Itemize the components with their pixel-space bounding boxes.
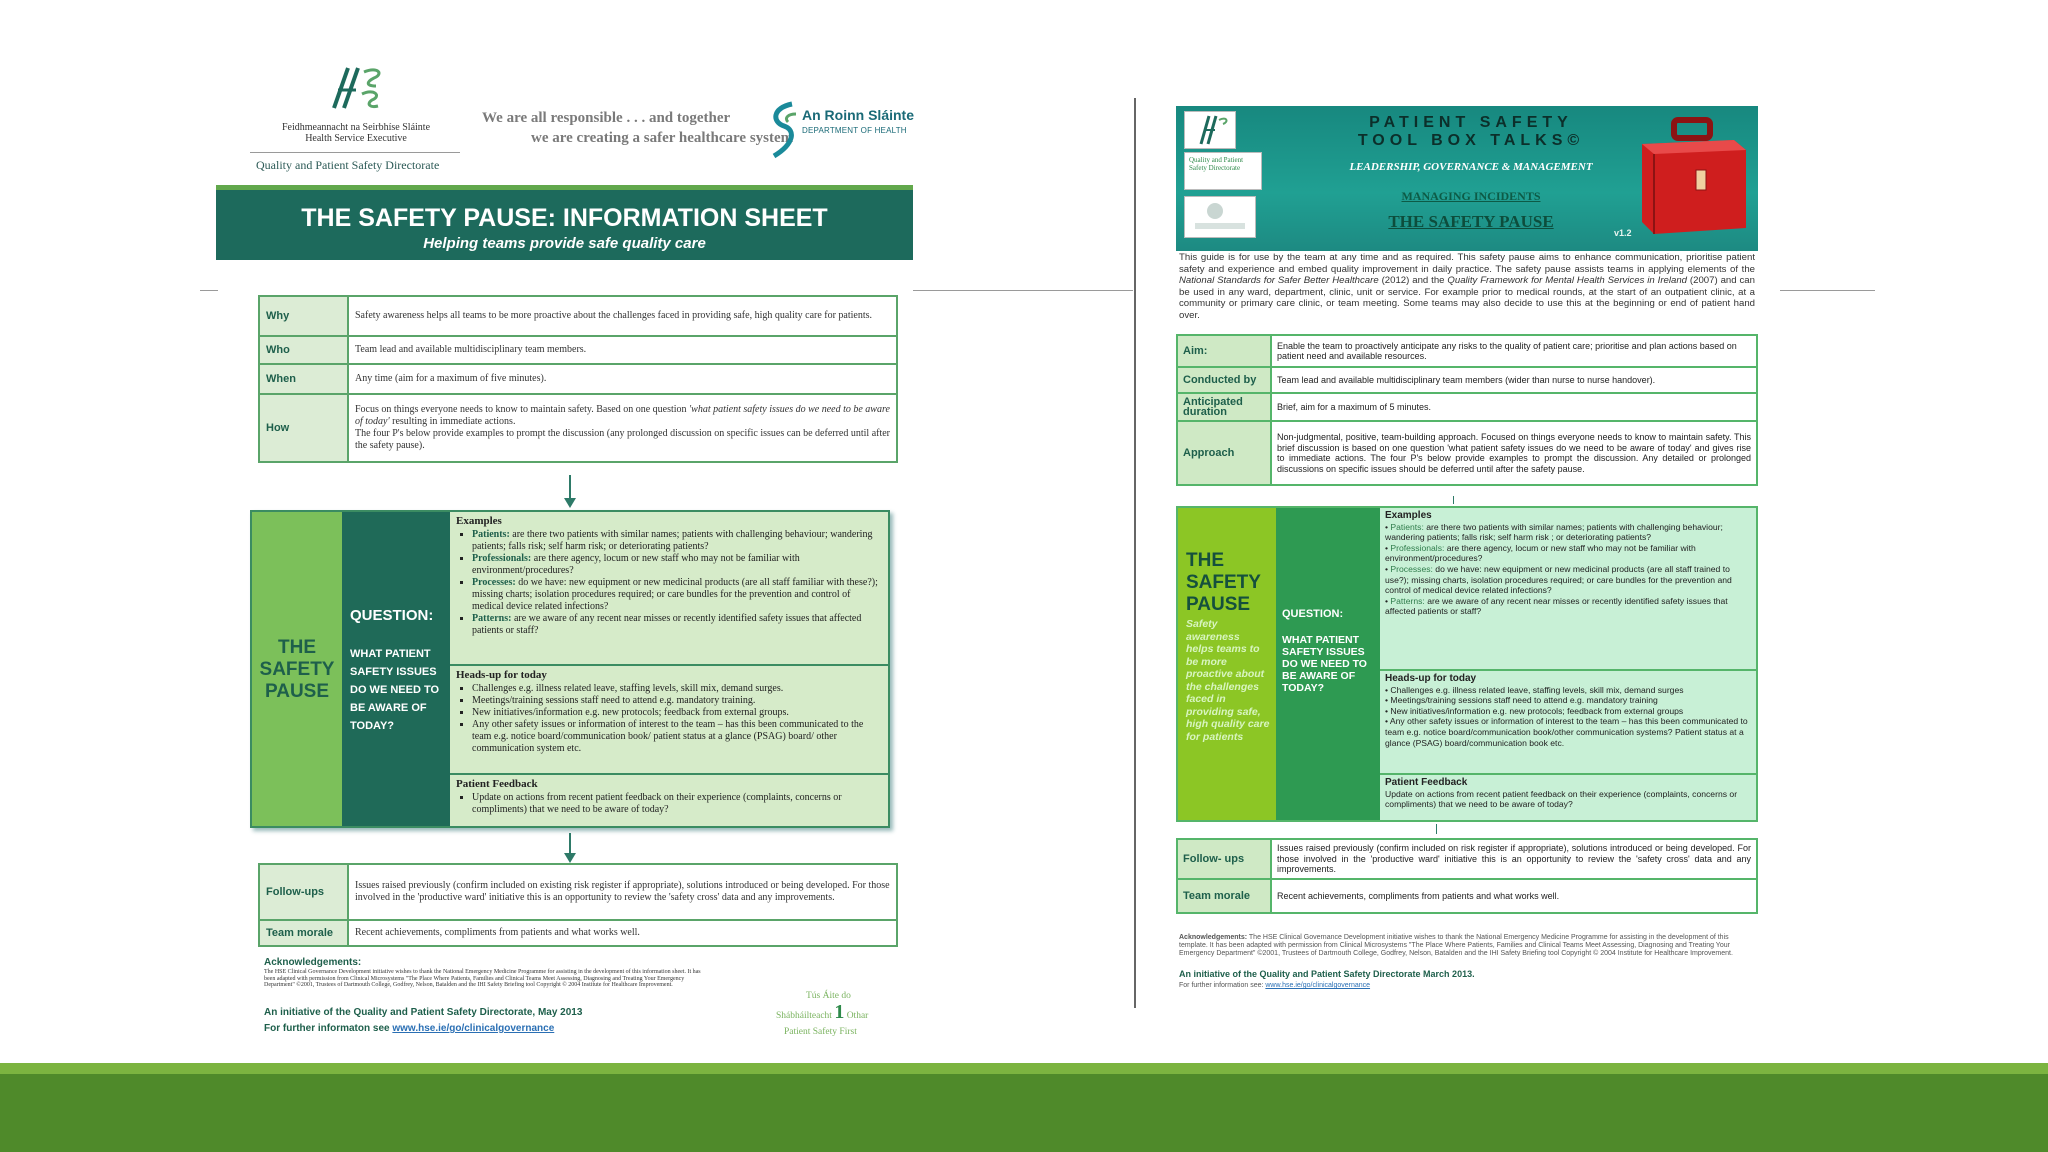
info-key: Conducted by — [1177, 367, 1271, 393]
headsup-text: Any other safety issues or information of interest to the team – has this been communicated to team e.g. notice board/communication book/other communication systems? Patient status at a glance (PSAG) board/communication book etc. — [1385, 716, 1748, 748]
acknowledgements-text — [1179, 934, 1757, 958]
further-info-line — [1179, 982, 1370, 990]
feedback-section — [1380, 775, 1756, 820]
ps-logo-line: First — [839, 1027, 857, 1037]
info-key: Team morale — [259, 920, 348, 946]
info-row-conducted-by — [1177, 367, 1757, 393]
example-lead: Patients: — [1390, 521, 1424, 532]
examples-list — [456, 529, 882, 637]
information-sheet-title: THE SAFETY PAUSE: INFORMATION SHEET — [301, 204, 828, 232]
acknowledgements-text: The HSE Clinical Governance Development initiative wishes to thank the National Emergency Medicine Programme for assisting in the development of this information sheet. It has been adapted with permission from Clinical Microsystems "The Place Where Patients, Families and Clinical Teams Meet Assessing, Diagnosing and Treating Your Emergency Department" ©2001, Trustees of Dartmouth College, Godfrey, Nelson, Batalden and the IHI Safety Briefing tool Copyright © 2004 Institute for Healthcare Improvement. — [264, 969, 701, 988]
info-key: How — [259, 394, 348, 462]
info-row-duration — [1177, 393, 1757, 421]
example-text: are there agency, locum or new staff who may not be familiar with environment/procedures? — [1385, 542, 1696, 564]
slogan-line-1: We are all responsible . . . and together — [482, 110, 731, 126]
department-of-health-logo-icon — [768, 100, 802, 160]
example-lead: Professionals: — [1390, 542, 1445, 553]
department-name: An Roinn Sláinte — [802, 107, 914, 123]
slide-rule-left — [200, 290, 218, 291]
info-row-how — [259, 394, 897, 462]
acknowledgements-body: The HSE Clinical Governance Development initiative wishes to thank the National Emergency Medicine Programme for assisting in the development of this template. It has been adapted with permission from Clinical Microsystems "The Place Where Patients, Families and Clinical Teams Meet Assessing, Diagnosing and Treating Your Emergency Department" ©2001, Trustees of Dartmouth College, Godfrey, Nelson, Batalden and the IHI Safety Briefing tool Copyright © 2004 Institute for Healthcare Improvement. — [1179, 934, 1733, 957]
example-lead: Patients: — [472, 529, 510, 540]
right-toolbox-sheet — [1176, 106, 1759, 996]
info-value: Any time (aim for a maximum of five minutes). — [348, 364, 897, 394]
label-line: PAUSE — [264, 681, 330, 702]
example-text: are there two patients with similar names; patients with challenging behaviour; wandering patients; falls risk; self harm risk; or deteriorating patients? — [472, 529, 873, 552]
label-line: THE — [1186, 550, 1224, 571]
initiative-line: An initiative of the Quality and Patient Safety Directorate March 2013. — [1179, 969, 1475, 979]
hse-name-english: Health Service Executive — [305, 133, 407, 144]
info-key: Approach — [1177, 421, 1271, 485]
clinical-governance-link[interactable]: www.hse.ie/go/clinicalgovernance — [1265, 982, 1371, 989]
info-table — [258, 295, 898, 463]
info-value: Issues raised previously (confirm included on risk register if appropriate), solutions introduced or being developed. For those involved in the 'productive ward' initiative this is an opportunity to review the 'safety cross' data and any improvements. — [1271, 839, 1757, 879]
ps-logo-line: Tús Áite do — [806, 991, 851, 1001]
info-value: Safety awareness helps all teams to be more proactive about the challenges faced in providing safe, high quality care for patients. — [348, 296, 897, 336]
headsup-section — [450, 666, 888, 775]
intro-italic: National Standards for Safer Better Healthcare — [1179, 275, 1379, 287]
info-key: When — [259, 364, 348, 394]
label-line: PAUSE — [1186, 594, 1251, 615]
list-item: ▪ Challenges e.g. illness related leave, staffing levels, skill mix, demand surges. — [472, 683, 882, 695]
partner-logo — [1184, 196, 1256, 238]
question-column — [1276, 508, 1380, 820]
list-item: • Meetings/training sessions staff need to attend e.g. mandatory training — [1385, 695, 1658, 706]
ps-logo-line: Patient Safety — [784, 1027, 838, 1037]
headsup-section — [1380, 671, 1756, 775]
examples-section — [450, 512, 888, 666]
list-item: • Any other safety issues or information of interest to the team – has this been communicated to team e.g. notice board/communication book/other communication systems? Patient status at a glance (PSAG) board/communication book etc. — [1385, 716, 1748, 748]
info-key: Follow-ups — [259, 864, 348, 920]
managing-incidents-label: MANAGING INCIDENTS — [1401, 189, 1541, 203]
label-line: SAFETY — [1186, 572, 1261, 593]
further-info-prefix: For further informaton see — [264, 1023, 393, 1034]
list-item: • Professionals: are there agency, locum or new staff who may not be familiar with environment/procedures? — [1385, 542, 1696, 564]
info-value: Recent achievements, compliments from patients and what works well. — [1271, 879, 1757, 913]
question-column — [342, 512, 450, 826]
info-row-team-morale — [259, 920, 897, 946]
list-item: ▪ Any other safety issues or information of interest to the team – has this been communicated to the team e.g. notice board/communication book/ patient status at a glance (PSAG) board/ other communication system etc. — [472, 719, 882, 755]
leadership-subtitle: LEADERSHIP, GOVERNANCE & MANAGEMENT — [1349, 161, 1593, 173]
slide-footer-stripe — [0, 1063, 2048, 1074]
intro-text: (2007) and can be used in any ward, department, clinic, unit or service. For example prior to medical rounds, at the start of an outpatient clinic, at a community or primary care clinic, or team meeting. Some teams may also decide to use this at the beginning or end of patient hand over. — [1179, 275, 1755, 321]
safety-pause-title: THE SAFETY PAUSE — [1388, 212, 1554, 231]
safety-pause-label-column — [1178, 508, 1276, 820]
patient-safety-first-logo-icon: Tús Áite do Shábháilteacht 1 Othar Patient Safety First — [776, 988, 896, 1040]
hse-name — [276, 122, 436, 144]
headsup-text: Challenges e.g. illness related leave, staffing levels, skill mix, demand surges — [1390, 684, 1684, 695]
intro-text: (2012) and the — [1378, 275, 1448, 287]
feedback-heading: Patient Feedback — [456, 778, 538, 790]
list-item — [472, 577, 882, 613]
examples-heading: Examples — [456, 515, 502, 527]
examples-section — [1380, 508, 1756, 671]
info-key: Follow- ups — [1177, 839, 1271, 879]
list-item: ▪ Meetings/training sessions staff need to attend e.g. mandatory training. — [472, 695, 882, 707]
info-key: Anticipated duration — [1177, 393, 1271, 421]
info-value — [348, 394, 897, 462]
safety-pause-label — [1186, 550, 1261, 616]
example-lead: Processes: — [472, 577, 516, 588]
hse-logo-icon — [326, 64, 386, 112]
flow-arrow-line — [569, 475, 571, 500]
question-heading: QUESTION: — [350, 607, 434, 624]
flow-arrow-line — [569, 833, 571, 855]
hse-name-irish: Feidhmeannacht na Seirbhíse Sláinte — [281, 122, 431, 133]
list-item: ▪ Update on actions from recent patient feedback on their experience (complaints, concerns or compliments) that we need to be aware of today? — [472, 792, 882, 816]
question-text: WHAT PATIENT SAFETY ISSUES DO WE NEED TO BE AWARE OF TODAY? — [1282, 634, 1367, 694]
header-divider — [250, 152, 460, 153]
feedback-list — [456, 792, 882, 816]
safety-pause-box — [1176, 506, 1758, 822]
slide-rule-middle — [913, 290, 1133, 291]
list-item: • Patterns: are we aware of any recent near misses or recently identified safety issues that affected patients or staff? — [1385, 595, 1728, 617]
label-line: THE — [278, 637, 316, 658]
headsup-text: Meetings/training sessions staff need to attend e.g. mandatory training — [1390, 695, 1658, 706]
hse-logo-icon — [1184, 111, 1236, 149]
information-sheet-banner — [216, 185, 913, 260]
flow-arrow-line — [1453, 496, 1454, 504]
intro-italic: Quality Framework for Mental Health Services in Ireland — [1447, 275, 1688, 287]
info-key: Team morale — [1177, 879, 1271, 913]
list-item: • Processes: do we have: new equipment or new medicinal products (are all staff trained to use?); missing charts, isolation procedures required; or care bundles for the prevention and control of medical device related infections? — [1385, 563, 1732, 596]
info-row-who — [259, 336, 897, 364]
information-sheet-subtitle: Helping teams provide safe quality care — [423, 235, 706, 252]
acknowledgements-heading: Acknowledgements: — [264, 957, 362, 968]
intro-text: This guide is for use by the team at any time and as required. This safety pause aims to enhance communication, prioritise patient safety and experience and embed quality improvement in daily practice. The safety pause assists teams in applying elements of the — [1179, 252, 1755, 275]
slide-footer-band — [0, 1063, 2048, 1152]
question-heading: QUESTION: — [1282, 608, 1344, 620]
further-info-prefix: For further information see: — [1179, 982, 1266, 989]
how-text-part-1: Focus on things everyone needs to know to maintain safety. Based on one question — [355, 404, 690, 415]
label-line: SAFETY — [259, 659, 335, 680]
headsup-heading: Heads-up for today — [1385, 673, 1477, 684]
slide-rule-right — [1780, 290, 1875, 291]
safety-pause-tagline: Safety awareness helps teams to be more proactive about the challenges faced in providing safe, high quality care for patients — [1186, 618, 1270, 743]
directorate-logo-text: Quality and Patient Safety Directorate — [1189, 156, 1244, 172]
info-row-approach — [1177, 421, 1757, 485]
info-key: Who — [259, 336, 348, 364]
initiative-line: An initiative of the Quality and Patient Safety Directorate, May 2013 — [264, 1007, 583, 1018]
ps-logo-line: Shábháilteacht — [776, 1011, 832, 1021]
list-item: ▪ New initiatives/information e.g. new protocols; feedback from external groups. — [472, 707, 882, 719]
acknowledgements-heading: Acknowledgements: — [1179, 934, 1248, 941]
example-text: are there agency, locum or new staff who may not be familiar with environment/procedures? — [472, 553, 800, 576]
flow-arrow-down-icon — [564, 498, 576, 508]
info-key: Aim: — [1177, 335, 1271, 367]
info-value: Brief, aim for a maximum of 5 minutes. — [1271, 393, 1757, 421]
red-toolbox-icon — [1634, 114, 1754, 240]
info-row-why — [259, 296, 897, 336]
toolbox-title-line-1: PATIENT SAFETY — [1369, 114, 1573, 131]
how-text-part-3: The four P's below provide examples to prompt the discussion (any prolonged discussion on specific issues can be deferred until after the safety pause). — [355, 428, 891, 451]
list-item: • Challenges e.g. illness related leave, staffing levels, skill mix, demand surges — [1385, 684, 1684, 695]
slogan-line-2: we are creating a safer healthcare system — [531, 130, 794, 146]
headsup-list — [456, 683, 882, 755]
flow-arrow-down-icon — [564, 853, 576, 863]
example-text: are there two patients with similar names; patients with challenging behaviour; wandering patients; falls risk; self harm risk ; or deteriorating patients? — [1385, 521, 1723, 543]
info-value: Issues raised previously (confirm included on existing risk register if appropriate), solutions introduced or being developed. For those involved in the 'productive ward' initiative this is an opportunity to review the 'safety cross' data and any improvements. — [348, 864, 897, 920]
safety-pause-label — [252, 637, 342, 703]
toolbox-title-line-2: TOOL BOX TALKS© — [1357, 132, 1585, 149]
further-info-line — [264, 1023, 554, 1034]
list-item — [472, 553, 882, 577]
directorate-label: Quality and Patient Safety Directorate — [256, 158, 440, 172]
question-text: WHAT PATIENT SAFETY ISSUES DO WE NEED TO BE AWARE OF TODAY? — [350, 648, 440, 732]
example-lead: Professionals: — [472, 553, 532, 564]
directorate-logo — [1184, 152, 1262, 190]
approach-table — [1176, 334, 1758, 486]
example-text: are we aware of any recent near misses or recently identified safety issues that affected patients or staff? — [472, 613, 862, 636]
example-lead: Patterns: — [472, 613, 512, 624]
version-label: v1.2 — [1614, 228, 1632, 238]
example-text: do we have: new equipment or new medicinal products (are all staff familiar with these?); missing charts; isolation procedures required; or care bundles for the prevention and control of medical device related infections? — [472, 577, 878, 612]
toolbox-talks-banner — [1176, 106, 1758, 251]
info-value: Team lead and available multidisciplinary team members. — [348, 336, 897, 364]
headsup-heading: Heads-up for today — [456, 669, 547, 681]
info-value: Recent achievements, compliments from patients and what works well. — [348, 920, 897, 946]
list-item — [472, 613, 882, 637]
department-subtitle: DEPARTMENT OF HEALTH — [802, 126, 907, 135]
list-item: • Patients: are there two patients with similar names; patients with challenging behaviour; wandering patients; falls risk; self harm risk ; or deteriorating patients? — [1385, 521, 1723, 543]
info-value: Team lead and available multidisciplinary team members (wider than nurse to nurse handover). — [1271, 367, 1757, 393]
ps-logo-line: Othar — [846, 1011, 869, 1021]
clinical-governance-link[interactable]: www.hse.ie/go/clinicalgovernance — [392, 1023, 555, 1034]
safety-pause-box — [250, 510, 890, 828]
example-lead: Patterns: — [1390, 595, 1425, 606]
how-question-italic: 'what patient safety issues do we need to be aware of today' — [355, 404, 890, 427]
sheet-divider — [1134, 98, 1136, 1008]
flow-arrow-line — [1436, 824, 1437, 834]
list-item — [472, 529, 882, 553]
example-text: do we have: new equipment or new medicinal products (are all staff trained to use?); missing charts, isolation procedures required; or care bundles for the prevention and control of medical device related infections? — [1385, 563, 1732, 596]
example-lead: Processes: — [1390, 563, 1433, 574]
info-row-follow-ups — [259, 864, 897, 920]
left-information-sheet — [216, 60, 916, 1045]
example-text: are we aware of any recent near misses or recently identified safety issues that affected patients or staff? — [1385, 595, 1728, 617]
how-text-part-2: resulting in immediate actions. — [389, 416, 516, 427]
safety-pause-label-column — [252, 512, 342, 826]
info-row-aim — [1177, 335, 1757, 367]
info-key: Why — [259, 296, 348, 336]
list-item: • New initiatives/information e.g. new protocols; feedback from external groups — [1385, 705, 1684, 716]
info-value: Enable the team to proactively anticipate any risks to the quality of patient care; prioritise and plan actions based on patient need and available resources. — [1271, 335, 1757, 367]
follow-up-table — [258, 863, 898, 947]
info-row-when — [259, 364, 897, 394]
examples-heading: Examples — [1385, 510, 1432, 521]
info-row-follow-ups — [1177, 839, 1757, 879]
headsup-text: New initiatives/information e.g. new protocols; feedback from external groups — [1390, 705, 1684, 716]
info-row-team-morale — [1177, 879, 1757, 913]
feedback-heading: Patient Feedback — [1385, 777, 1468, 788]
introduction-paragraph — [1179, 252, 1755, 322]
feedback-text: Update on actions from recent patient feedback on their experience (complaints, concerns or compliments) that we need to be aware of today? — [1385, 788, 1738, 810]
follow-up-table — [1176, 838, 1758, 914]
info-value: Non-judgmental, positive, team-building approach. Focused on things everyone needs to know to maintain safety. This brief discussion is based on one question 'what patient safety issues do we need to be aware of today' and gives rise to immediate actions. The four P's below provide examples to prompt the discussion. Any detailed or prolonged discussions on specific issues should be deferred until after the safety pause. — [1271, 421, 1757, 485]
feedback-section — [450, 775, 888, 826]
